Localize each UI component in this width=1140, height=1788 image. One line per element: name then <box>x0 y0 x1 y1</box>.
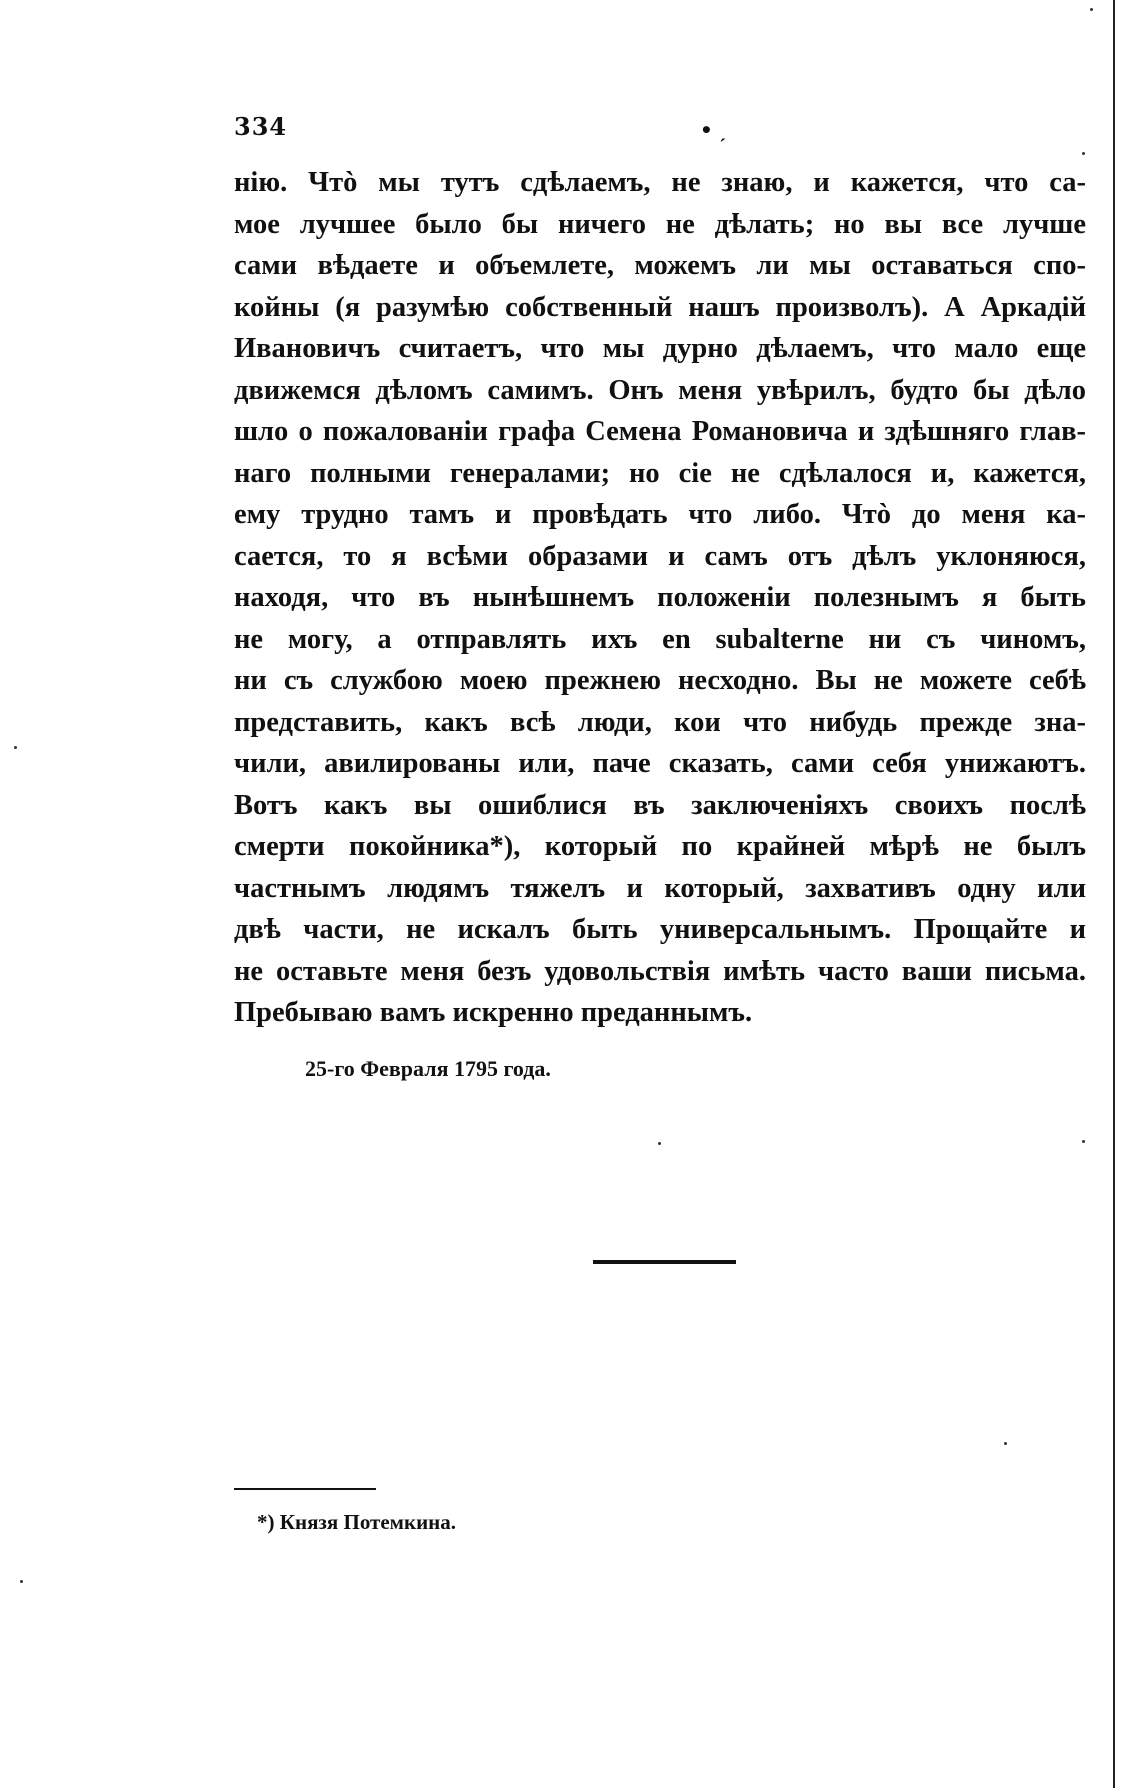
scan-speck <box>658 1142 661 1145</box>
text-line: чили, авилированы или, паче сказать, сами себя унижаютъ. <box>234 748 1086 779</box>
text-line: смерти покойника*), который по крайней мѣрѣ не былъ <box>234 831 1086 862</box>
letter-body <box>234 162 1086 1034</box>
text-line: койны (я разумѣю собственный нашъ произволъ). А Аркадій <box>234 291 1086 323</box>
text-line: Вотъ какъ вы ошиблися въ заключеніяхъ своихъ послѣ <box>234 789 1086 821</box>
text-line: ему трудно тамъ и провѣдать что либо. Чтò до меня ка- <box>234 499 1086 530</box>
footnote: *) Князя Потемкина. <box>257 1510 457 1534</box>
text-line: двѣ части, не искалъ быть универсальнымъ. Прощайте и <box>234 914 1086 945</box>
header-ornament: • ˏ <box>700 118 727 142</box>
text-line: находя, что въ нынѣшнемъ положеніи полезнымъ я быть <box>234 582 1086 613</box>
scan-speck <box>14 746 17 749</box>
text-line: представить, какъ всѣ люди, кои что нибудь прежде зна- <box>234 706 1086 738</box>
section-end-rule <box>593 1260 736 1264</box>
scan-speck <box>1082 1140 1085 1143</box>
scan-speck <box>1004 1442 1007 1445</box>
text-line: шло о пожалованіи графа Семена Романовича и здѣшняго глав- <box>234 416 1086 447</box>
text-line: нію. Чтò мы тутъ сдѣлаемъ, не знаю, и кажется, что са- <box>234 167 1086 198</box>
text-line: частнымъ людямъ тяжелъ и который, захвативъ одну или <box>234 872 1086 904</box>
letter-date: 25-го Февраля 1795 года. <box>305 1056 551 1081</box>
page-number: 334 <box>234 112 288 141</box>
text-line: не могу, а отправлять ихъ en subalterne ни съ чиномъ, <box>234 623 1086 655</box>
scan-speck <box>1082 152 1085 155</box>
page-edge-line <box>1113 0 1115 1788</box>
text-line: движемся дѣломъ самимъ. Онъ меня увѣрилъ, будто бы дѣло <box>234 374 1086 406</box>
text-line: Ивановичъ считаетъ, что мы дурно дѣлаемъ, что мало еще <box>234 333 1086 364</box>
scan-speck <box>20 1580 23 1583</box>
text-line: ни съ службою моею прежнею несходно. Вы не можете себѣ <box>234 665 1086 696</box>
scan-speck <box>1090 8 1093 11</box>
text-line: наго полными генералами; но сіе не сдѣлалося и, кажется, <box>234 457 1086 489</box>
footnote-separator <box>234 1488 376 1490</box>
text-line: сается, то я всѣми образами и самъ отъ дѣлъ уклоняюся, <box>234 540 1086 572</box>
text-line-closing: Пребываю вамъ искренно преданнымъ. <box>234 997 753 1028</box>
text-line: сами вѣдаете и объемлете, можемъ ли мы оставаться спо- <box>234 250 1086 281</box>
text-line: мое лучшее было бы ничего не дѣлать; но вы все лучше <box>234 208 1086 240</box>
text-line: не оставьте меня безъ удовольствія имѣть часто ваши письма. <box>234 955 1086 987</box>
